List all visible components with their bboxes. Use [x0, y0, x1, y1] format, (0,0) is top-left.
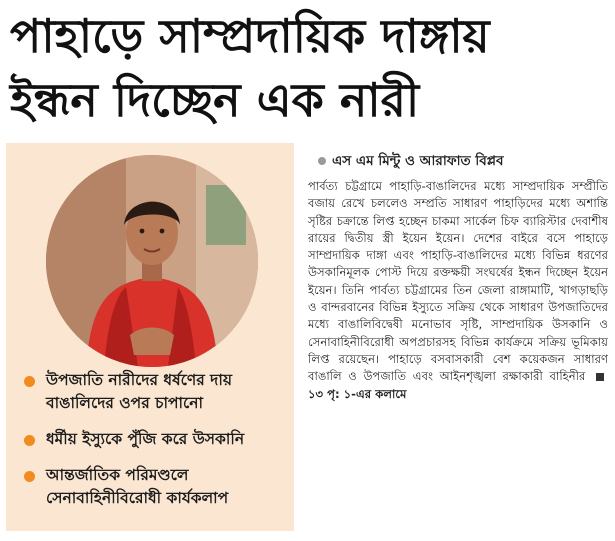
article-paragraph: পার্বত্য চট্টগ্রামে পাহাড়ি-বাঙালিদের মধ্যে সাম্প্রদায়িক সম্প্রীতি বজায় রেখে চললেও সম্প্রতি সাধারণ পাহাড়িদের মধ্যে অশান্তি সৃষ্টির চক্রান্তে লিপ্ত হচ্ছেন চাকমা সার্কেল চিফ ব্যারিস্টার দেবাশীষ রায়ের দ্বিতীয় স্ত্রী ইয়েন ইয়েন। দেশের বাইরে বসে পাহাড়ে সাম্প্রদায়িক দাঙ্গা এবং পাহাড়ি-বাঙালিদের মধ্যে বিভিন্ন ধরণের উসকানিমূলক পোস্ট দিয়ে রক্তক্ষয়ী সংঘর্ষের ইন্ধন দিচ্ছেন ইয়েন ইয়েন। তিনি পার্বত্য চট্টগ্রামের তিন জেলা রাঙ্গামাটি, খাগড়াছড়ি ও বান্দরবানের বিভিন্ন ইস্যুতে সক্রিয় থেকে সাধারণ উপজাতিদের মধ্যে বাঙালিবিদ্বেষী মনোভাব সৃষ্টি, সাম্প্রদায়িক উসকানি ও সেনাবাহিনীবিরোধী অপপ্রচারসহ বিভিন্ন কার্যক্রমে সক্রিয় ভূমিকায় লিপ্ত রয়েছেন। পাহাড়ে বসবাসকারী বেশ কয়েকজন সাধারণ বাঙালি ও উপজাতি এবং আইনশৃঙ্খলা রক্ষাকারী বাহিনীর — [308, 179, 608, 384]
highlight-text: ধর্মীয় ইস্যুকে পুঁজি করে উসকানি — [46, 430, 245, 448]
bullet-dot-icon — [24, 471, 35, 482]
continuation-marker-icon — [596, 373, 604, 381]
highlight-item — [24, 369, 292, 415]
continued-on-page: ১৩ পৃ: ১-এর কলামে — [308, 386, 407, 401]
bullet-dot-icon — [24, 435, 35, 446]
headline-line-1: পাহাড়ে সাম্প্রদায়িক দাঙ্গায় — [10, 9, 490, 63]
highlight-text: আন্তর্জাতিক পরিমণ্ডলে সেনাবাহিনীবিরোধী কার্যকলাপ — [46, 466, 229, 507]
byline-marker-icon — [318, 157, 326, 165]
portrait-illustration — [46, 155, 258, 367]
portrait-photo — [46, 155, 258, 367]
highlight-list — [24, 369, 292, 523]
highlight-panel — [6, 143, 294, 531]
highlight-text: উপজাতি নারীদের ধর্ষণের দায় বাঙালিদের ওপর চাপানো — [46, 371, 232, 412]
article-body — [308, 178, 608, 534]
byline-text: এস এম মিন্টু ও আরাফাত বিপ্লব — [332, 153, 504, 169]
headline-line-2: ইন্ধন দিচ্ছেন এক নারী — [10, 73, 420, 127]
bullet-dot-icon — [24, 376, 35, 387]
byline — [318, 150, 608, 173]
highlight-item — [24, 464, 292, 510]
highlight-item — [24, 428, 292, 451]
headline — [10, 4, 610, 132]
